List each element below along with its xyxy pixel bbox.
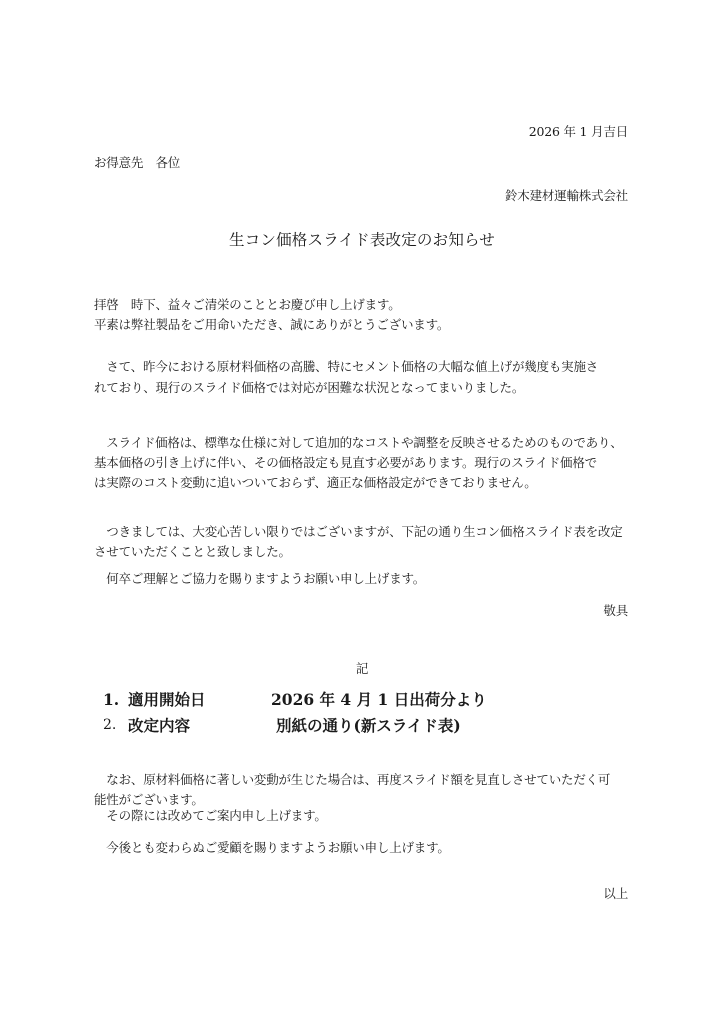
paragraph-line: さて、昨今における原材料価格の高騰、特にセメント価格の大幅な値上げが幾度も実施さ [94,359,599,374]
paragraph-line: 基本価格の引き上げに伴い、その価格設定も見直す必要があります。現行のスライド価格で [94,455,597,470]
paragraph-line: 何卒ご理解とご協力を賜りますようお願い申し上げます。 [94,571,426,586]
paragraph-line: つきましては、大変心苦しい限りではございますが、下記の通り生コン価格スライド表を改定 [94,524,623,539]
closing-ijou: 以上 [603,886,628,901]
item-label: 改定内容 [128,716,191,735]
note-line: なお、原材料価格に著しい変動が生じた場合は、再度スライド額を見直しさせていただく可 [94,772,611,787]
note-line: 今後とも変わらぬご愛顧を賜りますようお願い申し上げます。 [94,840,450,855]
document-date: 2026 年 1 月吉日 [528,124,628,139]
note-line: その際には改めてご案内申し上げます。 [94,808,327,823]
note-line: 能性がございます。 [94,792,204,807]
paragraph-line: は実際のコスト変動に追いついておらず、適正な価格設定ができておりません。 [94,475,537,490]
item-number: 1. [103,690,120,709]
closing-keigu: 敬具 [603,603,628,618]
paragraph-line: スライド価格は、標準な仕様に対して追加的なコストや調整を反映させるためのものであり、 [94,435,623,450]
sender-company: 鈴木建材運輸株式会社 [504,188,628,203]
item-value: 2026 年 4 月 1 日出荷分より [271,690,487,709]
item-label: 適用開始日 [128,690,206,709]
item-value: 別紙の通り(新スライド表) [276,716,461,735]
greeting-line: 拝啓 時下、益々ご清栄のこととお慶び申し上げます。 [94,297,401,312]
item-number: 2. [103,717,117,733]
document-title: 生コン価格スライド表改定のお知らせ [229,231,495,249]
paragraph-line: れており、現行のスライド価格では対応が困難な状況となってまいりました。 [94,380,525,395]
ki-heading: 記 [355,661,369,676]
paragraph-line: させていただくことと致しました。 [94,544,291,559]
greeting-line: 平素は弊社製品をご用命いただき、誠にありがとうございます。 [94,317,450,332]
addressee: お得意先 各位 [94,155,181,170]
